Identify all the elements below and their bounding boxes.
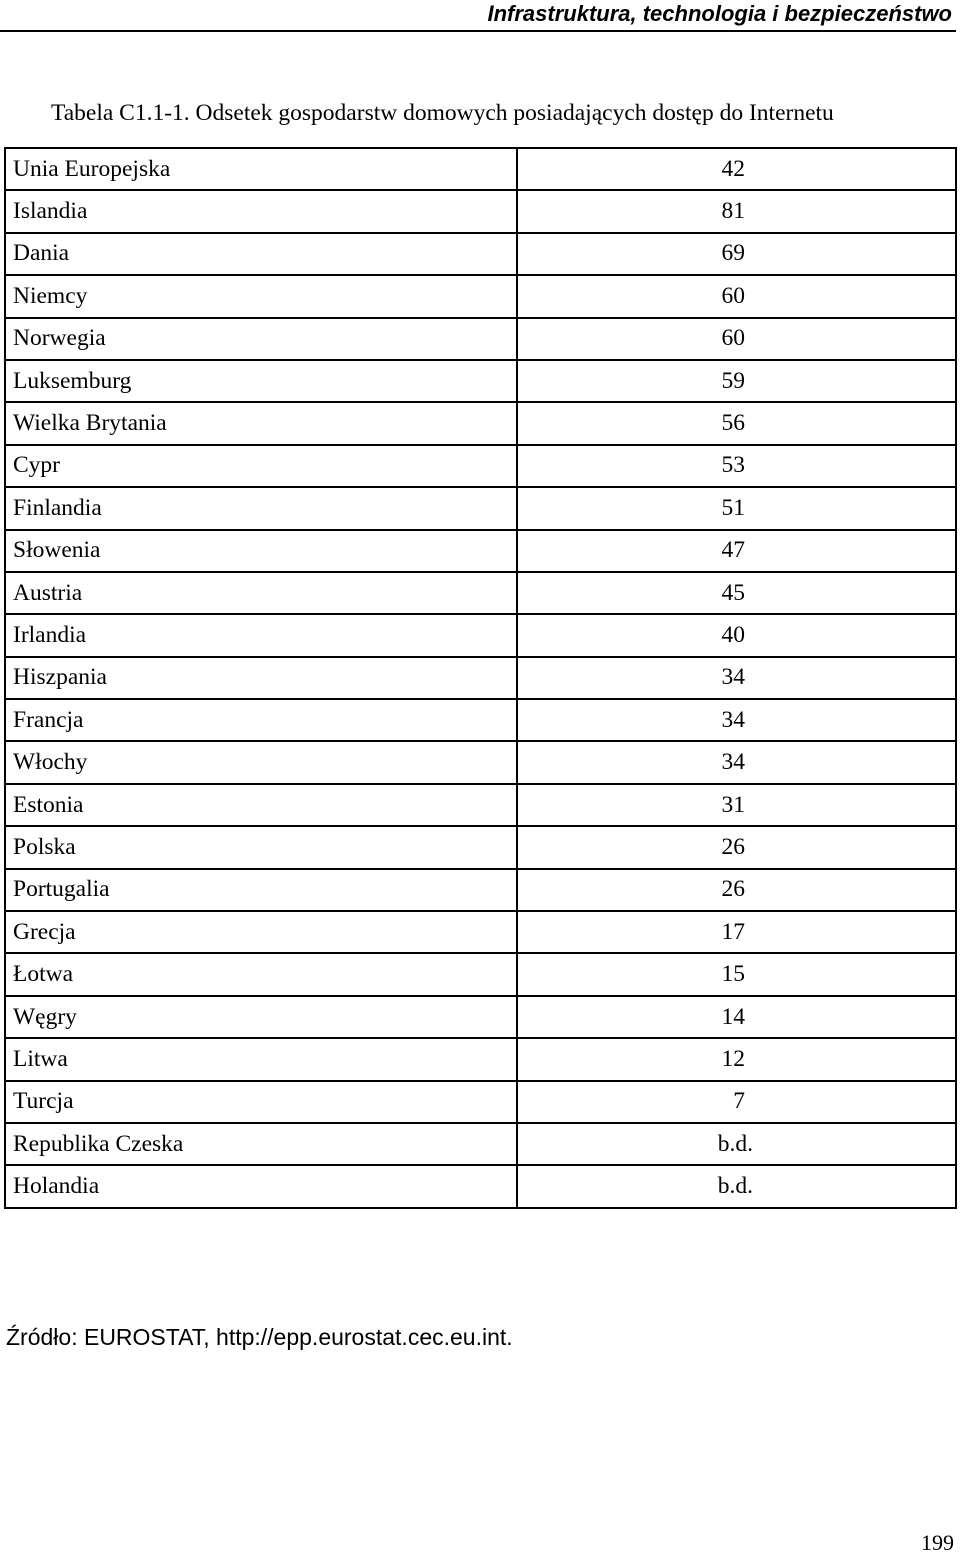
table-row: [5, 275, 956, 317]
country-cell: Finlandia: [5, 487, 517, 529]
table-row: [5, 1038, 956, 1080]
header-title: Infrastruktura, technologia i bezpieczeństwo: [487, 1, 952, 26]
table-row: [5, 402, 956, 444]
country-cell: Holandia: [5, 1165, 517, 1207]
table-caption: Tabela C1.1-1. Odsetek gospodarstw domowych posiadających dostęp do Internetu: [51, 100, 834, 126]
table-row: [5, 614, 956, 656]
value-cell: 40: [517, 614, 956, 656]
table-row: [5, 148, 956, 190]
value-cell: 45: [517, 572, 956, 614]
country-cell: Unia Europejska: [5, 148, 517, 190]
value-cell: 17: [517, 911, 956, 953]
table-row: [5, 741, 956, 783]
value-cell: 56: [517, 402, 956, 444]
country-cell: Estonia: [5, 784, 517, 826]
country-cell: Norwegia: [5, 318, 517, 360]
country-cell: Irlandia: [5, 614, 517, 656]
table-row: [5, 1165, 956, 1207]
country-cell: Republika Czeska: [5, 1123, 517, 1165]
value-cell: 34: [517, 741, 956, 783]
table-row: [5, 953, 956, 995]
value-cell: 69: [517, 233, 956, 275]
table-row: [5, 1123, 956, 1165]
table-row: [5, 530, 956, 572]
country-cell: Wielka Brytania: [5, 402, 517, 444]
table-row: [5, 445, 956, 487]
value-cell: 60: [517, 275, 956, 317]
table-row: [5, 318, 956, 360]
value-cell: b.d.: [517, 1165, 956, 1207]
value-cell: 26: [517, 869, 956, 911]
country-cell: Turcja: [5, 1081, 517, 1123]
value-cell: 42: [517, 148, 956, 190]
page-number: 199: [921, 1530, 954, 1555]
country-cell: Dania: [5, 233, 517, 275]
value-cell: 59: [517, 360, 956, 402]
country-cell: Francja: [5, 699, 517, 741]
value-cell: 47: [517, 530, 956, 572]
country-cell: Luksemburg: [5, 360, 517, 402]
table-row: [5, 233, 956, 275]
table-body: [5, 148, 956, 1208]
table-row: [5, 1081, 956, 1123]
table-row: [5, 487, 956, 529]
country-cell: Cypr: [5, 445, 517, 487]
page-header: [0, 0, 956, 32]
table-row: [5, 911, 956, 953]
value-cell: 15: [517, 953, 956, 995]
value-cell: 34: [517, 699, 956, 741]
table-row: [5, 190, 956, 232]
country-cell: Łotwa: [5, 953, 517, 995]
table-row: [5, 784, 956, 826]
source-note: Źródło: EUROSTAT, http://epp.eurostat.cec.eu.int.: [6, 1324, 513, 1350]
country-cell: Hiszpania: [5, 657, 517, 699]
country-cell: Polska: [5, 826, 517, 868]
value-cell: 34: [517, 657, 956, 699]
country-cell: Włochy: [5, 741, 517, 783]
country-cell: Grecja: [5, 911, 517, 953]
value-cell: b.d.: [517, 1123, 956, 1165]
table-container: [4, 147, 957, 1209]
country-cell: Węgry: [5, 996, 517, 1038]
country-cell: Islandia: [5, 190, 517, 232]
table-row: [5, 360, 956, 402]
value-cell: 7: [517, 1081, 956, 1123]
table-row: [5, 996, 956, 1038]
table-row: [5, 826, 956, 868]
country-cell: Słowenia: [5, 530, 517, 572]
internet-access-table: [4, 147, 957, 1209]
table-row: [5, 657, 956, 699]
value-cell: 14: [517, 996, 956, 1038]
value-cell: 31: [517, 784, 956, 826]
country-cell: Niemcy: [5, 275, 517, 317]
value-cell: 53: [517, 445, 956, 487]
country-cell: Litwa: [5, 1038, 517, 1080]
value-cell: 60: [517, 318, 956, 360]
table-row: [5, 699, 956, 741]
country-cell: Portugalia: [5, 869, 517, 911]
value-cell: 81: [517, 190, 956, 232]
table-row: [5, 869, 956, 911]
value-cell: 26: [517, 826, 956, 868]
value-cell: 51: [517, 487, 956, 529]
country-cell: Austria: [5, 572, 517, 614]
value-cell: 12: [517, 1038, 956, 1080]
table-row: [5, 572, 956, 614]
